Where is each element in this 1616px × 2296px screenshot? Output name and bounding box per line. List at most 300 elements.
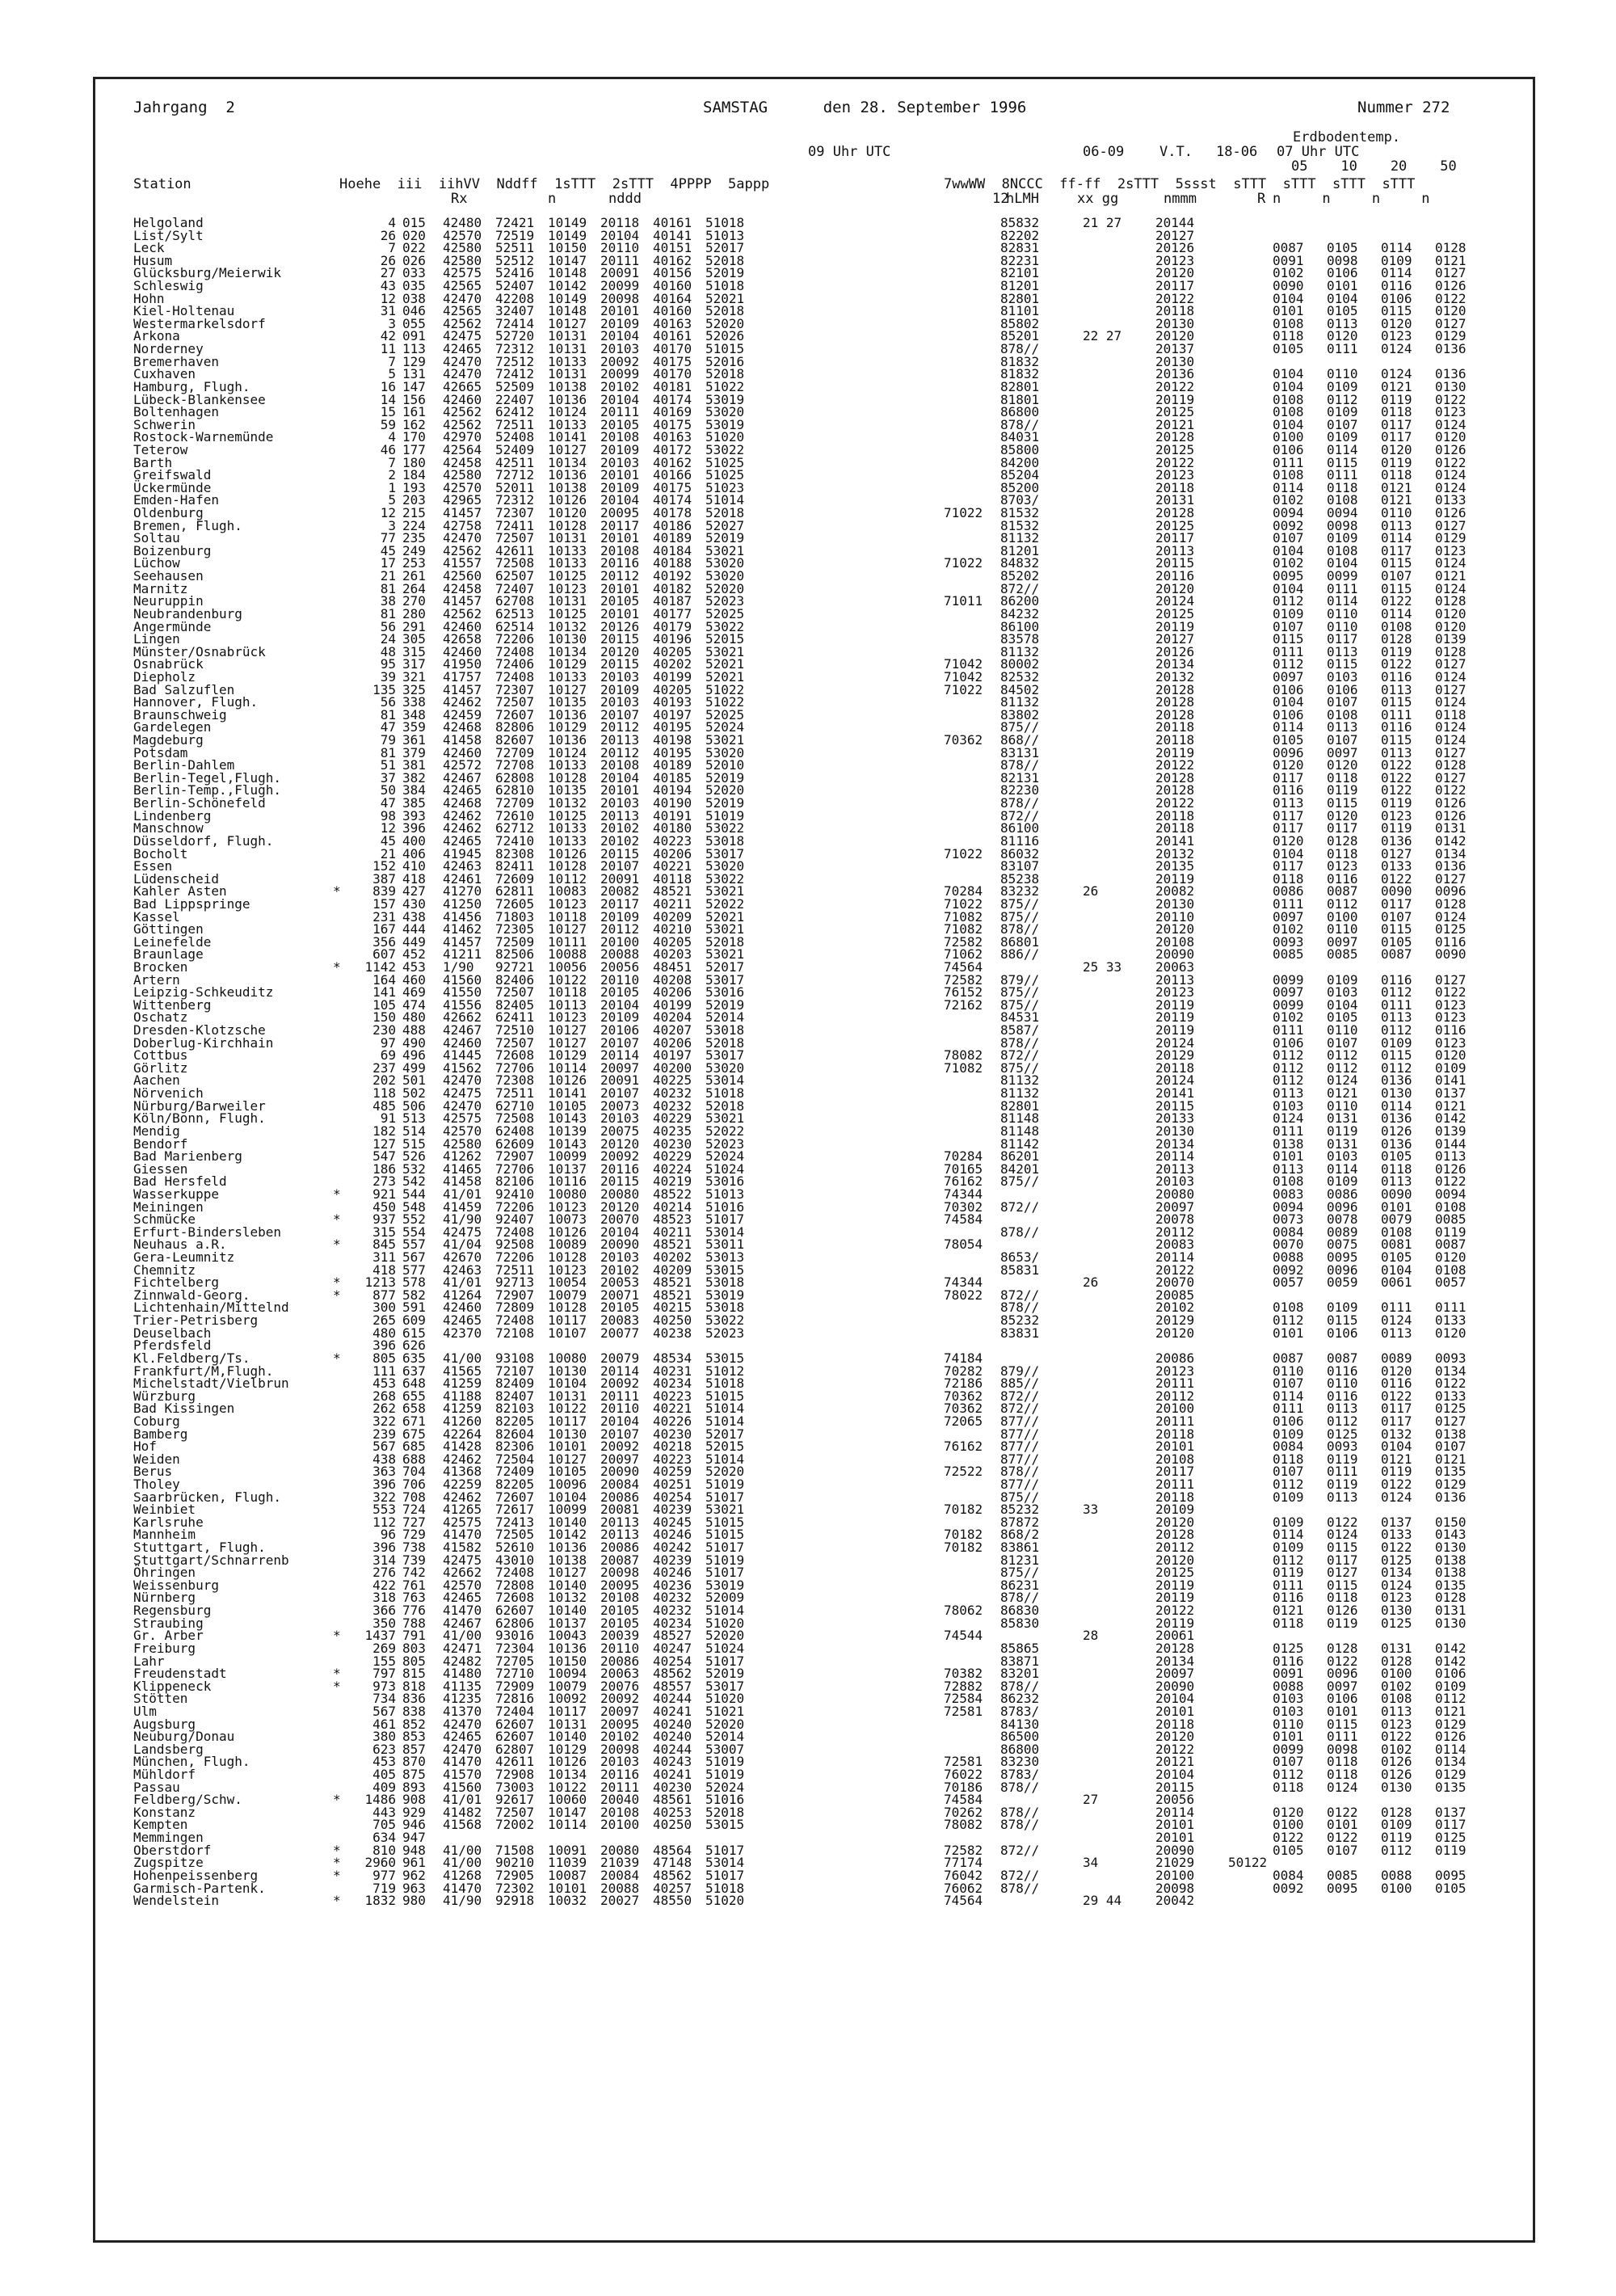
field-nddff: 72908 bbox=[495, 1767, 535, 1783]
soil-10: 0114 bbox=[1327, 593, 1358, 609]
field-8nccc: 84502 bbox=[1000, 681, 1040, 697]
soil-05: 0107 bbox=[1273, 530, 1304, 546]
field-2sttt-vt: 20108 bbox=[1155, 933, 1195, 950]
field-1sttt: 10118 bbox=[548, 908, 587, 925]
station-name: Cottbus bbox=[133, 1047, 188, 1064]
station-height: 127 bbox=[372, 1135, 396, 1152]
field-4pppp: 40202 bbox=[653, 1249, 692, 1266]
field-1sttt: 10116 bbox=[548, 1173, 587, 1190]
field-1sttt: 10123 bbox=[548, 1009, 587, 1026]
col-xxgg: xx gg bbox=[1077, 191, 1119, 207]
soil-05: 0086 bbox=[1273, 883, 1304, 899]
field-5appp: 53019 bbox=[705, 391, 745, 407]
station-flag: * bbox=[333, 1236, 341, 1253]
field-1sttt: 10054 bbox=[548, 1274, 587, 1291]
soil-20: 0111 bbox=[1381, 996, 1412, 1013]
field-nddff: 82607 bbox=[495, 732, 535, 748]
soil-05: 0121 bbox=[1273, 1603, 1304, 1619]
field-8nccc: 86200 bbox=[1000, 593, 1040, 609]
soil-20: 0111 bbox=[1381, 1300, 1412, 1316]
station-iii: 908 bbox=[402, 1792, 426, 1808]
field-4pppp: 40223 bbox=[653, 1388, 692, 1404]
soil-50: 0120 bbox=[1435, 303, 1467, 319]
field-nddff: 82407 bbox=[495, 1388, 535, 1404]
field-5appp: 52022 bbox=[705, 1123, 745, 1139]
field-5appp: 53019 bbox=[705, 1287, 745, 1303]
field-1sttt: 10127 bbox=[548, 1451, 587, 1467]
field-2sttt-vt: 20125 bbox=[1155, 517, 1195, 533]
soil-20: 0114 bbox=[1381, 265, 1412, 281]
field-2sttt: 20095 bbox=[600, 1716, 640, 1732]
soil-10: 0114 bbox=[1327, 441, 1358, 457]
field-nddff: 72206 bbox=[495, 631, 535, 647]
station-iii: 384 bbox=[402, 782, 426, 798]
soil-05: 0113 bbox=[1273, 1161, 1304, 1177]
field-2sttt-vt: 20117 bbox=[1155, 530, 1195, 546]
field-nddff: 72608 bbox=[495, 1047, 535, 1064]
soil-50: 0131 bbox=[1435, 820, 1467, 836]
field-iihvv: 42370 bbox=[443, 1325, 482, 1341]
soil-20: 0113 bbox=[1381, 1325, 1412, 1341]
station-name: Lingen bbox=[133, 631, 180, 647]
soil-20: 0127 bbox=[1381, 845, 1412, 862]
soil-05: 0111 bbox=[1273, 1577, 1304, 1593]
soil-05: 0091 bbox=[1273, 252, 1304, 268]
field-2sttt: 20101 bbox=[600, 782, 640, 798]
field-1sttt: 10117 bbox=[548, 1312, 587, 1329]
station-height: 43 bbox=[380, 278, 396, 294]
field-5appp: 52017 bbox=[705, 240, 745, 256]
field-8nccc: 82101 bbox=[1000, 265, 1040, 281]
field-5appp: 52018 bbox=[705, 1804, 745, 1820]
field-2sttt: 20081 bbox=[600, 1502, 640, 1518]
soil-20: 0125 bbox=[1381, 1552, 1412, 1568]
station-iii: 393 bbox=[402, 807, 426, 824]
field-nddff: 72607 bbox=[495, 1489, 535, 1505]
field-1sttt: 10126 bbox=[548, 1072, 587, 1089]
field-iihvv: 42462 bbox=[443, 1451, 482, 1467]
soil-05: 0113 bbox=[1273, 1085, 1304, 1102]
station-iii: 046 bbox=[402, 303, 426, 319]
field-7wwww: 74584 bbox=[944, 1211, 983, 1228]
station-name: Stuttgart/Schnarrenb bbox=[133, 1552, 289, 1568]
soil-05: 0116 bbox=[1273, 1590, 1304, 1606]
station-name: Bremerhaven bbox=[133, 353, 219, 369]
station-height: 11 bbox=[380, 341, 396, 357]
station-height: 422 bbox=[372, 1577, 396, 1593]
field-2sttt-vt: 20115 bbox=[1155, 555, 1195, 571]
field-iihvv: 42471 bbox=[443, 1640, 482, 1656]
station-iii: 381 bbox=[402, 757, 426, 773]
field-1sttt: 10122 bbox=[548, 971, 587, 988]
station-name: Lichtenhain/Mittelnd bbox=[133, 1300, 289, 1316]
field-4pppp: 40221 bbox=[653, 1401, 692, 1417]
station-name: Bad Lippspringe bbox=[133, 895, 250, 912]
field-nddff: 72302 bbox=[495, 1880, 535, 1896]
field-8nccc: 81532 bbox=[1000, 505, 1040, 521]
field-2sttt: 20101 bbox=[600, 605, 640, 621]
soil-50: 0122 bbox=[1435, 391, 1467, 407]
soil-10: 0105 bbox=[1327, 303, 1358, 319]
soil-20: 0112 bbox=[1381, 1022, 1412, 1038]
station-iii: 488 bbox=[402, 1022, 426, 1038]
field-1sttt: 10131 bbox=[548, 1716, 587, 1732]
soil-10: 0111 bbox=[1327, 467, 1358, 483]
station-name: Gera-Leumnitz bbox=[133, 1249, 235, 1266]
soil-20: 0087 bbox=[1381, 946, 1412, 963]
field-2sttt: 20112 bbox=[600, 921, 640, 937]
field-4pppp: 40118 bbox=[653, 870, 692, 887]
field-5appp: 53015 bbox=[705, 1817, 745, 1833]
field-8nccc: 85865 bbox=[1000, 1640, 1040, 1656]
field-8nccc: 81132 bbox=[1000, 1072, 1040, 1089]
soil-20: 0130 bbox=[1381, 1085, 1412, 1102]
field-5appp: 51021 bbox=[705, 1703, 745, 1719]
soil-10: 0125 bbox=[1327, 1426, 1358, 1442]
field-2sttt: 20103 bbox=[600, 668, 640, 685]
station-height: 81 bbox=[380, 580, 396, 596]
station-iii: 961 bbox=[402, 1855, 426, 1871]
field-1sttt: 10080 bbox=[548, 1186, 587, 1202]
station-height: 937 bbox=[372, 1211, 396, 1228]
soil-05: 0084 bbox=[1273, 1439, 1304, 1455]
field-2sttt: 20111 bbox=[600, 404, 640, 420]
field-nddff: 82604 bbox=[495, 1426, 535, 1442]
field-7wwww: 71022 bbox=[944, 895, 983, 912]
field-nddff: 72907 bbox=[495, 1148, 535, 1165]
soil-10: 0111 bbox=[1327, 580, 1358, 596]
station-name: Braunlage bbox=[133, 946, 204, 963]
soil-20: 0115 bbox=[1381, 1047, 1412, 1064]
station-height: 553 bbox=[372, 1502, 396, 1518]
soil-10: 0109 bbox=[1327, 971, 1358, 988]
field-2sttt: 20076 bbox=[600, 1678, 640, 1694]
field-8nccc: 872// bbox=[1000, 1047, 1040, 1064]
field-5appp: 51013 bbox=[705, 1186, 745, 1202]
field-1sttt: 10150 bbox=[548, 1653, 587, 1669]
field-2sttt: 20104 bbox=[600, 769, 640, 786]
field-iihvv: 42467 bbox=[443, 769, 482, 786]
station-height: 7 bbox=[388, 454, 396, 470]
field-1sttt: 10126 bbox=[548, 492, 587, 508]
field-4pppp: 40232 bbox=[653, 1097, 692, 1114]
field-nddff: 52720 bbox=[495, 328, 535, 344]
soil-50: 0136 bbox=[1435, 1489, 1467, 1505]
col-n1: n bbox=[548, 191, 557, 207]
soil-10: 0110 bbox=[1327, 1022, 1358, 1038]
field-1sttt: 10125 bbox=[548, 807, 587, 824]
field-8nccc: 85802 bbox=[1000, 315, 1040, 331]
soil-10: 0122 bbox=[1327, 1514, 1358, 1530]
field-iihvv: 41557 bbox=[443, 555, 482, 571]
soil-50: 0136 bbox=[1435, 341, 1467, 357]
station-name: Mühldorf bbox=[133, 1767, 196, 1783]
field-8nccc: 85200 bbox=[1000, 479, 1040, 495]
field-4pppp: 40241 bbox=[653, 1767, 692, 1783]
field-1sttt: 10125 bbox=[548, 605, 587, 621]
field-1sttt: 10123 bbox=[548, 1199, 587, 1215]
soil-50: 0124 bbox=[1435, 908, 1467, 925]
field-iihvv: 42463 bbox=[443, 1262, 482, 1278]
field-7wwww: 71082 bbox=[944, 1060, 983, 1076]
station-height: 1437 bbox=[364, 1628, 396, 1644]
field-8nccc: 86231 bbox=[1000, 1577, 1040, 1593]
soil-10: 0108 bbox=[1327, 492, 1358, 508]
field-2sttt-vt: 20085 bbox=[1155, 1287, 1195, 1303]
field-iihvv: 42264 bbox=[443, 1426, 482, 1442]
field-iihvv: 41562 bbox=[443, 1060, 482, 1076]
station-name: Essen bbox=[133, 858, 173, 874]
field-8nccc: 877// bbox=[1000, 1439, 1040, 1455]
field-iihvv: 41560 bbox=[443, 971, 482, 988]
station-height: 273 bbox=[372, 1173, 396, 1190]
station-name: Mannheim bbox=[133, 1527, 196, 1543]
field-1sttt: 10105 bbox=[548, 1097, 587, 1114]
soil-20: 0119 bbox=[1381, 391, 1412, 407]
field-1sttt: 10107 bbox=[548, 1325, 587, 1341]
field-7wwww: 76152 bbox=[944, 984, 983, 1001]
soil-50: 0124 bbox=[1435, 732, 1467, 748]
field-5appp: 52018 bbox=[705, 1097, 745, 1114]
field-5appp: 53007 bbox=[705, 1741, 745, 1757]
field-iihvv: 42462 bbox=[443, 807, 482, 824]
soil-20: 0121 bbox=[1381, 479, 1412, 495]
field-nddff: 72507 bbox=[495, 530, 535, 546]
soil-50: 0124 bbox=[1435, 479, 1467, 495]
field-2sttt-vt: 20120 bbox=[1155, 580, 1195, 596]
soil-10: 0116 bbox=[1327, 870, 1358, 887]
soil-05: 0106 bbox=[1273, 441, 1304, 457]
soil-05: 0124 bbox=[1273, 1110, 1304, 1127]
field-nddff: 62513 bbox=[495, 605, 535, 621]
field-7wwww: 71022 bbox=[944, 681, 983, 697]
soil-05: 0112 bbox=[1273, 1072, 1304, 1089]
soil-50: 0129 bbox=[1435, 328, 1467, 344]
field-4pppp: 40253 bbox=[653, 1804, 692, 1820]
field-2sttt: 20113 bbox=[600, 1514, 640, 1530]
field-iihvv: 42470 bbox=[443, 353, 482, 369]
station-name: Chemnitz bbox=[133, 1262, 196, 1278]
station-name: Michelstadt/Vielbrun bbox=[133, 1375, 289, 1392]
field-4pppp: 40196 bbox=[653, 631, 692, 647]
field-nddff: 90210 bbox=[495, 1855, 535, 1871]
soil-05: 0138 bbox=[1273, 1135, 1304, 1152]
soil-10: 0097 bbox=[1327, 744, 1358, 760]
station-name: Ulm bbox=[133, 1703, 157, 1719]
soil-50: 0126 bbox=[1435, 1729, 1467, 1745]
station-height: 167 bbox=[372, 921, 396, 937]
field-2sttt-vt: 20137 bbox=[1155, 341, 1195, 357]
field-2sttt-vt: 20126 bbox=[1155, 240, 1195, 256]
field-2sttt: 20056 bbox=[600, 958, 640, 975]
field-2sttt: 20108 bbox=[600, 429, 640, 445]
station-height: 705 bbox=[372, 1817, 396, 1833]
soil-20: 0116 bbox=[1381, 971, 1412, 988]
station-iii: 655 bbox=[402, 1388, 426, 1404]
field-8nccc: 83831 bbox=[1000, 1325, 1040, 1341]
station-name: Berlin-Dahlem bbox=[133, 757, 235, 773]
station-iii: 658 bbox=[402, 1401, 426, 1417]
field-2sttt: 20083 bbox=[600, 1312, 640, 1329]
station-height: 21 bbox=[380, 568, 396, 584]
station-height: 50 bbox=[380, 782, 396, 798]
field-7wwww: 70182 bbox=[944, 1540, 983, 1556]
field-iihvv: 41/90 bbox=[443, 1211, 482, 1228]
field-5appp: 53014 bbox=[705, 1855, 745, 1871]
field-1sttt: 10099 bbox=[548, 1148, 587, 1165]
station-iii: 739 bbox=[402, 1552, 426, 1568]
station-height: 111 bbox=[372, 1363, 396, 1379]
field-2sttt: 20092 bbox=[600, 1375, 640, 1392]
field-2sttt-vt: 20063 bbox=[1155, 958, 1195, 975]
station-name: Bamberg bbox=[133, 1426, 188, 1442]
soil-10: 0104 bbox=[1327, 555, 1358, 571]
field-8nccc: 875// bbox=[1000, 984, 1040, 1001]
field-5appp: 51020 bbox=[705, 1615, 745, 1631]
field-2sttt: 20103 bbox=[600, 1754, 640, 1770]
station-height: 387 bbox=[372, 870, 396, 887]
soil-20: 0134 bbox=[1381, 1565, 1412, 1581]
station-name: Nürnberg bbox=[133, 1590, 196, 1606]
field-5appp: 53018 bbox=[705, 1274, 745, 1291]
field-8nccc: 83871 bbox=[1000, 1653, 1040, 1669]
station-height: 977 bbox=[372, 1867, 396, 1883]
field-4pppp: 40205 bbox=[653, 933, 692, 950]
station-iii: 359 bbox=[402, 719, 426, 735]
soil-10: 0078 bbox=[1327, 1211, 1358, 1228]
station-name: Gardelegen bbox=[133, 719, 212, 735]
field-8nccc: 868// bbox=[1000, 732, 1040, 748]
soil-05: 0103 bbox=[1273, 1703, 1304, 1719]
soil-05: 0104 bbox=[1273, 542, 1304, 558]
field-4pppp: 40174 bbox=[653, 391, 692, 407]
soil-10: 0109 bbox=[1327, 1173, 1358, 1190]
field-ff: 34 bbox=[1083, 1855, 1099, 1871]
station-height: 311 bbox=[372, 1249, 396, 1266]
station-height: 230 bbox=[372, 1022, 396, 1038]
station-iii: 515 bbox=[402, 1135, 426, 1152]
station-height: 48 bbox=[380, 643, 396, 659]
station-height: 1486 bbox=[364, 1792, 396, 1808]
field-7wwww: 71022 bbox=[944, 505, 983, 521]
station-height: 105 bbox=[372, 996, 396, 1013]
col-07uhr: 07 Uhr UTC bbox=[1277, 144, 1360, 160]
soil-50: 0128 bbox=[1435, 895, 1467, 912]
field-4pppp: 40254 bbox=[653, 1489, 692, 1505]
field-8nccc: 8653/ bbox=[1000, 1249, 1040, 1266]
field-1sttt: 10079 bbox=[548, 1287, 587, 1303]
field-nddff: 82409 bbox=[495, 1375, 535, 1392]
field-2sttt: 20113 bbox=[600, 807, 640, 824]
field-5appp: 53021 bbox=[705, 1502, 745, 1518]
soil-20: 0089 bbox=[1381, 1350, 1412, 1366]
field-2sttt: 20109 bbox=[600, 479, 640, 495]
field-2sttt: 20105 bbox=[600, 984, 640, 1001]
station-name: Seehausen bbox=[133, 568, 204, 584]
field-4pppp: 40187 bbox=[653, 593, 692, 609]
field-2sttt-vt: 20141 bbox=[1155, 832, 1195, 849]
station-name: Passau bbox=[133, 1779, 180, 1795]
field-iihvv: 42460 bbox=[443, 1300, 482, 1316]
issue-number: Nummer 272 bbox=[1357, 99, 1450, 116]
soil-50: 0127 bbox=[1435, 681, 1467, 697]
soil-10: 0115 bbox=[1327, 656, 1358, 672]
volume-label: Jahrgang 2 bbox=[133, 99, 235, 116]
field-2sttt-vt: 20130 bbox=[1155, 353, 1195, 369]
station-iii: 444 bbox=[402, 921, 426, 937]
field-nddff: 72809 bbox=[495, 1300, 535, 1316]
field-nddff: 82205 bbox=[495, 1413, 535, 1429]
field-5appp: 52015 bbox=[705, 631, 745, 647]
soil-05: 0105 bbox=[1273, 341, 1304, 357]
field-1sttt: 10123 bbox=[548, 580, 587, 596]
station-name: Westermarkelsdorf bbox=[133, 315, 266, 331]
field-2sttt: 20091 bbox=[600, 265, 640, 281]
field-5appp: 52025 bbox=[705, 605, 745, 621]
station-iii: 147 bbox=[402, 378, 426, 394]
soil-05: 0097 bbox=[1273, 984, 1304, 1001]
soil-05: 0104 bbox=[1273, 378, 1304, 394]
field-7wwww: 70362 bbox=[944, 1401, 983, 1417]
field-2sttt: 20107 bbox=[600, 1426, 640, 1442]
field-8nccc: 81832 bbox=[1000, 353, 1040, 369]
soil-10: 0118 bbox=[1327, 1754, 1358, 1770]
station-name: Münster/Osnabrück bbox=[133, 643, 266, 659]
field-nddff: 92918 bbox=[495, 1893, 535, 1909]
field-2sttt-vt: 20090 bbox=[1155, 946, 1195, 963]
station-iii: 203 bbox=[402, 492, 426, 508]
soil-10: 0117 bbox=[1327, 631, 1358, 647]
field-4pppp: 40160 bbox=[653, 278, 692, 294]
field-1sttt: 10142 bbox=[548, 1527, 587, 1543]
soil-10: 0087 bbox=[1327, 1350, 1358, 1366]
soil-20: 0124 bbox=[1381, 1489, 1412, 1505]
field-iihvv: 42575 bbox=[443, 1110, 482, 1127]
field-nddff: 72408 bbox=[495, 1224, 535, 1240]
soil-10: 0111 bbox=[1327, 341, 1358, 357]
field-4pppp: 40224 bbox=[653, 1161, 692, 1177]
field-8nccc: 82831 bbox=[1000, 240, 1040, 256]
field-nddff: 42511 bbox=[495, 454, 535, 470]
soil-20: 0105 bbox=[1381, 933, 1412, 950]
field-nddff: 72509 bbox=[495, 933, 535, 950]
station-height: 81 bbox=[380, 605, 396, 621]
field-1sttt: 10087 bbox=[548, 1867, 587, 1883]
station-height: 112 bbox=[372, 1514, 396, 1530]
field-iihvv: 41268 bbox=[443, 1867, 482, 1883]
field-7wwww: 71022 bbox=[944, 845, 983, 862]
station-height: 443 bbox=[372, 1804, 396, 1820]
field-7wwww: 70262 bbox=[944, 1804, 983, 1820]
station-flag: * bbox=[333, 1350, 341, 1366]
field-7wwww: 70284 bbox=[944, 1148, 983, 1165]
station-height: 453 bbox=[372, 1754, 396, 1770]
field-nddff: 72617 bbox=[495, 1502, 535, 1518]
field-iihvv: 42570 bbox=[443, 479, 482, 495]
field-4pppp: 40200 bbox=[653, 1060, 692, 1076]
soil-20: 0101 bbox=[1381, 1199, 1412, 1215]
soil-05: 0101 bbox=[1273, 1729, 1304, 1745]
field-iihvv: 42575 bbox=[443, 265, 482, 281]
field-nddff: 52408 bbox=[495, 429, 535, 445]
station-height: 81 bbox=[380, 744, 396, 760]
field-nddff: 62807 bbox=[495, 1741, 535, 1757]
station-height: 37 bbox=[380, 769, 396, 786]
field-1sttt: 10133 bbox=[548, 353, 587, 369]
soil-05: 0104 bbox=[1273, 366, 1304, 382]
field-iihvv: 41/00 bbox=[443, 1855, 482, 1871]
soil-10: 0098 bbox=[1327, 252, 1358, 268]
